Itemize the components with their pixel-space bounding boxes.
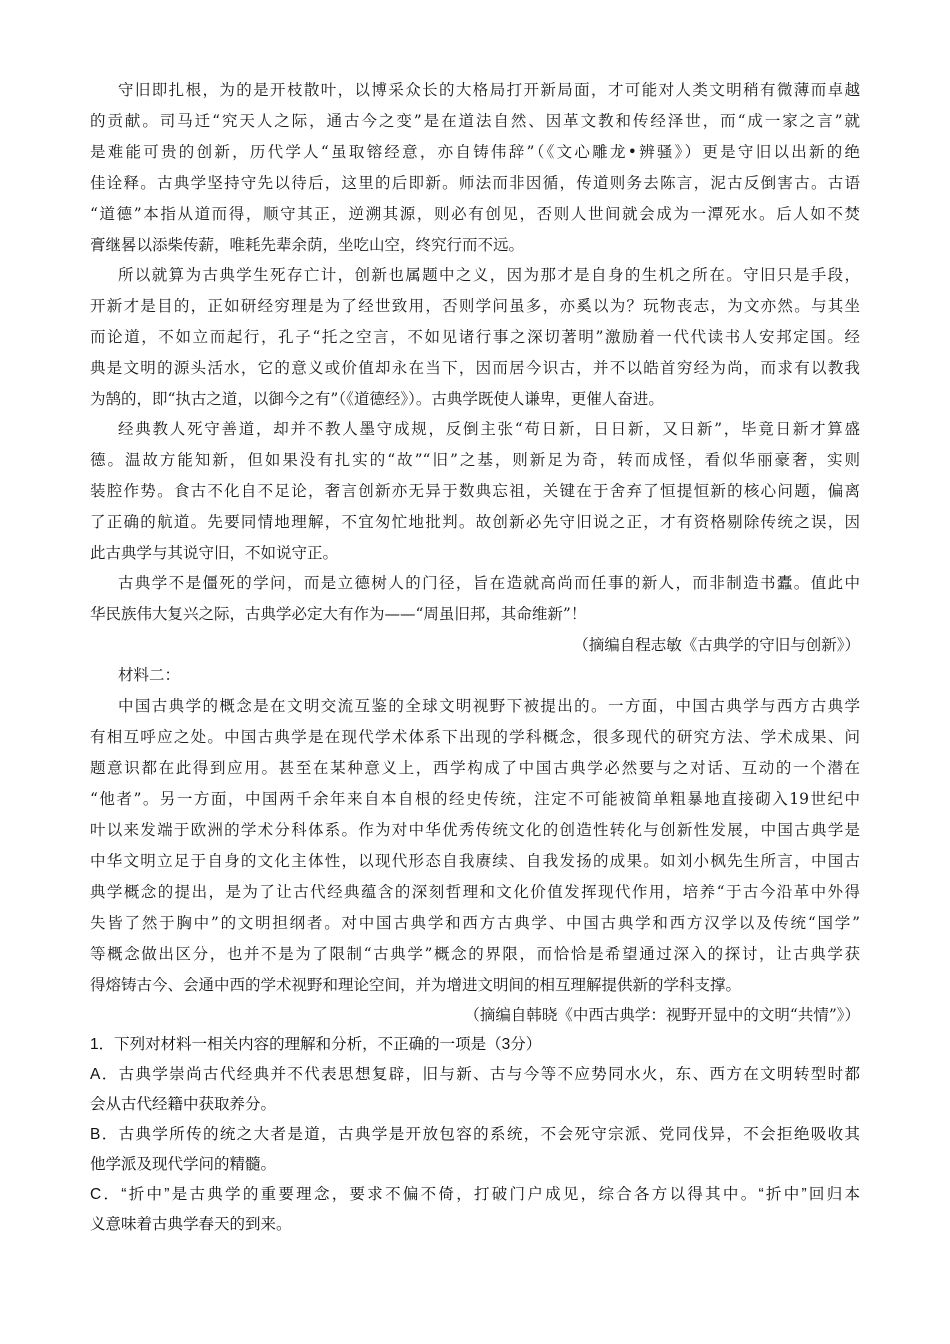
m1-p1-line: 守旧即扎根，为的是开枝散叶，以博采众长的大格局打开新局面，才可能对人类文明稍有微薄而卓越 [118, 81, 860, 99]
m2-p1-line: 中国古典学的概念是在文明交流互鉴的全球文明视野下被提出的。一方面，中国古典学与西方古典学 [118, 697, 860, 715]
m1-p2-line: 所以就算为古典学生死存亡计，创新也属题中之义，因为那才是自身的生机之所在。守旧只是手段， [118, 266, 860, 284]
m2-p1-line: 有相互呼应之处。中国古典学是在现代学术体系下出现的学科概念，很多现代的研究方法、学术成果、问 [90, 728, 860, 746]
question1-option-a: 会从古代经籍中获取养分。 [90, 1096, 277, 1113]
m2-p1-line: 题意识都在此得到应用。甚至在某种意义上，西学构成了中国古典学必然要与之对话、互动的一个潜在 [90, 759, 860, 777]
m1-p1-line: 的贡献。司马迁“究天人之际，通古今之变”是在道法自然、因革文教和传经泽世，而“成一家之言”就 [90, 112, 860, 130]
m2-p1-line: 典学概念的提出，是为了让古代经典蕴含的深刻哲理和文化价值发挥现代作用，培养“于古今沿革中外得 [90, 883, 860, 901]
m1-p3-line: 装腔作势。食古不化自不足论，奢言创新亦无异于数典忘祖，关键在于舍弃了恒提恒新的核心问题，偏离 [90, 482, 860, 500]
m2-p1-line: 失皆了然于胸中”的文明担纲者。对中国古典学和西方古典学、中国古典学和西方汉学以及传统“国学” [90, 914, 860, 932]
question1-option-a: A．古典学崇尚古代经典并不代表思想复辟，旧与新、古与今等不应势同水火，东、西方在文明转型时都 [90, 1066, 860, 1083]
m1-p3-line: 经典教人死守善道，却并不教人墨守成规，反倒主张“苟日新，日日新，又日新”，毕竟日新才算盛 [118, 420, 860, 438]
m1-p1-line: 膏继晷以添柴传薪，唯耗先辈余荫，坐吃山空，终究行而不远。 [90, 236, 525, 254]
m1-p2-line: 典是文明的源头活水，它的意义或价值却永在当下，因而居今识古，并不以皓首穷经为尚，而求有以教我 [90, 359, 860, 377]
m2-p1-line: 中华文明立足于自身的文化主体性，以现代形态自我赓续、自我发扬的成果。如刘小枫先生所言，中国古 [90, 852, 860, 870]
m1-p4-line: 华民族伟大复兴之际，古典学必定大有作为——“周虽旧邦，其命维新”！ [90, 605, 587, 623]
m1-p4-line: 古典学不是僵死的学问，而是立德树人的门径，旨在造就高尚而任事的新人，而非制造书蠹。值此中 [118, 574, 860, 592]
m1-p3-line: 了正确的航道。先要同情地理解，不宜匆忙地批判。故创新必先守旧说之正，才有资格剔除传统之误，因 [90, 513, 860, 531]
m2-p1-line: 等概念做出区分，也并不是为了限制“古典学”概念的界限，而恰恰是希望通过深入的探讨，让古典学获 [90, 945, 860, 963]
question1-option-c: C．“折中”是古典学的重要理念，要求不偏不倚，打破门户成见，综合各方以得其中。“折中”回归本 [90, 1186, 860, 1203]
question1-option-b: 他学派及现代学问的精髓。 [90, 1156, 277, 1173]
material1-source: （摘编自程志敏《古典学的守旧与创新》） [573, 636, 860, 654]
m1-p2-line: 开新才是目的，正如研经穷理是为了经世致用，否则学问虽多，亦奚以为？玩物丧志，为文亦然。与其坐 [90, 297, 860, 315]
question1-option-b: B．古典学所传的统之大者是道，古典学是开放包容的系统，不会死守宗派、党同伐异，不会拒绝吸收其 [90, 1126, 860, 1143]
material2-source: （摘编自韩晓《中西古典学：视野开显中的文明“共情”》） [464, 1006, 860, 1024]
m2-p1-line: 得熔铸古今、会通中西的学术视野和理论空间，并为增进文明间的相互理解提供新的学科支撑。 [90, 976, 742, 994]
question1-stem: 1．下列对材料一相关内容的理解和分析，不正确的一项是（3分） [90, 1036, 542, 1053]
m1-p1-line: “道德”本指从道而得，顺守其正，逆溯其源，则必有创见，否则人世间就会成为一潭死水。后人如不焚 [90, 205, 860, 223]
m1-p3-line: 此古典学与其说守旧，不如说守正。 [90, 544, 339, 562]
m1-p1-line: 是难能可贵的创新，历代学人“虽取镕经意，亦自铸伟辞”（《文心雕龙•辨骚》）更是守旧以出新的绝 [90, 143, 860, 161]
m1-p2-line: 为鹄的，即“执古之道，以御今之有”（《道德经》）。古典学既使人谦卑，更催人奋进。 [90, 390, 664, 408]
m1-p3-line: 德。温故方能知新，但如果没有扎实的“故”“旧”之基，则新足为奇，转而成怪，看似华丽豪奢，实则 [90, 451, 860, 469]
m1-p2-line: 而论道，不如立而起行，孔子“托之空言，不如见诸行事之深切著明”激励着一代代读书人安邦定国。经 [90, 328, 860, 346]
material2-heading: 材料二： [118, 666, 181, 684]
m2-p1-line: “他者”。另一方面，中国两千余年来自本自根的经史传统，注定不可能被简单粗暴地直接砌入19世纪中 [90, 790, 860, 808]
m2-p1-line: 叶以来发端于欧洲的学术分科体系。作为对中华优秀传统文化的创造性转化与创新性发展，中国古典学是 [90, 821, 860, 839]
m1-p1-line: 佳诠释。古典学坚持守先以待后，这里的后即新。师法而非因循，传道则务去陈言，泥古反倒害古。古语 [90, 174, 860, 192]
question1-option-c: 义意味着古典学春天的到来。 [90, 1216, 292, 1233]
